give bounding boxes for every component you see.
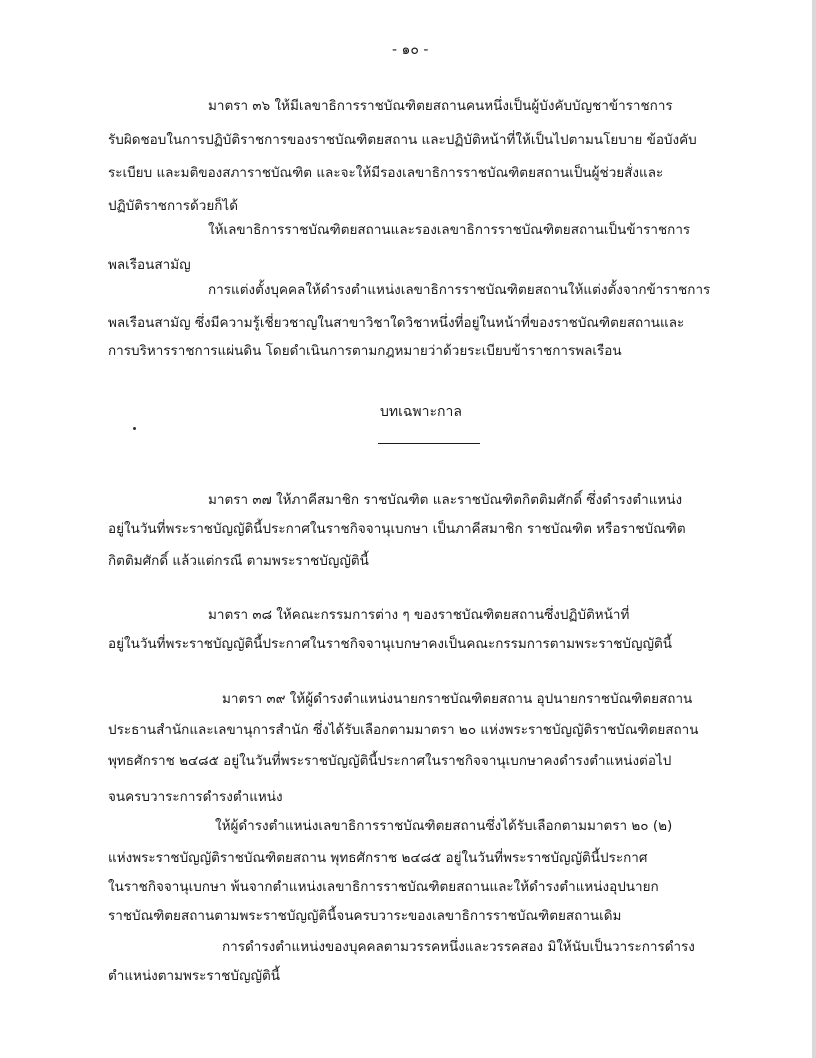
s36-line-9: การบริหารราชการแผ่นดิน โดยดำเนินการตามกฎหมายว่าด้วยระเบียบข้าราชการพลเรือน: [108, 343, 622, 359]
s36-line-7: การแต่งตั้งบุคคลให้ดำรงตำแหน่งเลขาธิการราชบัณฑิตยสถานให้แต่งตั้งจากข้าราชการ: [208, 282, 711, 298]
s36-line-6: พลเรือนสามัญ: [108, 257, 191, 273]
s36-line-2: รับผิดชอบในการปฏิบัติราชการของราชบัณฑิตยสถาน และปฏิบัติหน้าที่ให้เป็นไปตามนโยบาย ข้อบังคับ: [108, 132, 697, 148]
s39-line-6: แห่งพระราชบัญญัติราชบัณฑิตยสถาน พุทธศักราช ๒๔๘๕ อยู่ในวันที่พระราชบัญญัตินี้ประกาศ: [108, 850, 648, 866]
s39-line-3: พุทธศักราช ๒๔๘๕ อยู่ในวันที่พระราชบัญญัตินี้ประกาศในราชกิจจานุเบกษาคงดำรงตำแหน่งต่อไป: [108, 753, 672, 769]
s36-line-5: ให้เลขาธิการราชบัณฑิตยสถานและรองเลขาธิการราชบัณฑิตยสถานเป็นข้าราชการ: [208, 222, 691, 238]
s36-line-8: พลเรือนสามัญ ซึ่งมีความรู้เชี่ยวชาญในสาขาวิชาใดวิชาหนึ่งที่อยู่ในหน้าที่ของราชบัณฑิตยสถานและ: [108, 315, 685, 331]
s39-line-4: จนครบวาระการดำรงตำแหน่ง: [108, 789, 283, 805]
s39-line-1: มาตรา ๓๙ ให้ผู้ดำรงตำแหน่งนายกราชบัณฑิตยสถาน อุปนายกราชบัณฑิตยสถาน: [222, 691, 693, 707]
transitional-provisions-heading: บทเฉพาะกาล: [380, 404, 462, 420]
page-number: - ๑๐ -: [392, 42, 429, 58]
s37-line-1: มาตรา ๓๗ ให้ภาคีสมาชิก ราชบัณฑิต และราชบัณฑิตกิตติมศักดิ์ ซึ่งดำรงตำแหน่ง: [208, 492, 683, 508]
s39-line-8: ราชบัณฑิตยสถานตามพระราชบัญญัตินี้จนครบวาระของเลขาธิการราชบัณฑิตยสถานเดิม: [108, 908, 622, 924]
s39-line-5: ให้ผู้ดำรงตำแหน่งเลขาธิการราชบัณฑิตยสถานซึ่งได้รับเลือกตามมาตรา ๒๐ (๒): [215, 818, 673, 834]
scan-speck: [133, 427, 136, 430]
s38-line-1: มาตรา ๓๘ ให้คณะกรรมการต่าง ๆ ของราชบัณฑิตยสถานซึ่งปฏิบัติหน้าที่: [208, 607, 630, 623]
scan-edge: [812, 0, 816, 1058]
s36-line-4: ปฏิบัติราชการด้วยก็ได้: [108, 198, 238, 214]
s37-line-2: อยู่ในวันที่พระราชบัญญัตินี้ประกาศในราชกิจจานุเบกษา เป็นภาคีสมาชิก ราชบัณฑิต หรือราชบัณฑิต: [108, 521, 686, 537]
heading-underline: [378, 443, 480, 444]
s38-line-2: อยู่ในวันที่พระราชบัญญัตินี้ประกาศในราชกิจจานุเบกษาคงเป็นคณะกรรมการตามพระราชบัญญัตินี้: [108, 636, 672, 652]
s37-line-3: กิตติมศักดิ์ แล้วแต่กรณี ตามพระราชบัญญัตินี้: [108, 553, 369, 569]
s36-line-3: ระเบียบ และมติของสภาราชบัณฑิต และจะให้มีรองเลขาธิการราชบัณฑิตยสถานเป็นผู้ช่วยสั่งและ: [108, 165, 664, 181]
s36-line-1: มาตรา ๓๖ ให้มีเลขาธิการราชบัณฑิตยสถานคนหนึ่งเป็นผู้บังคับบัญชาข้าราชการ: [208, 98, 673, 114]
s39-line-7: ในราชกิจจานุเบกษา พ้นจากตำแหน่งเลขาธิการราชบัณฑิตยสถานและให้ดำรงตำแหน่งอุปนายก: [108, 879, 659, 895]
s39-line-2: ประธานสำนักและเลขานุการสำนัก ซึ่งได้รับเลือกตามมาตรา ๒๐ แห่งพระราชบัญญัติราชบัณฑิตยสถาน: [108, 722, 699, 738]
s39-line-10: ตำแหน่งตามพระราชบัญญัตินี้: [108, 968, 280, 984]
s39-line-9: การดำรงตำแหน่งของบุคคลตามวรรคหนึ่งและวรรคสอง มิให้นับเป็นวาระการดำรง: [222, 939, 695, 955]
